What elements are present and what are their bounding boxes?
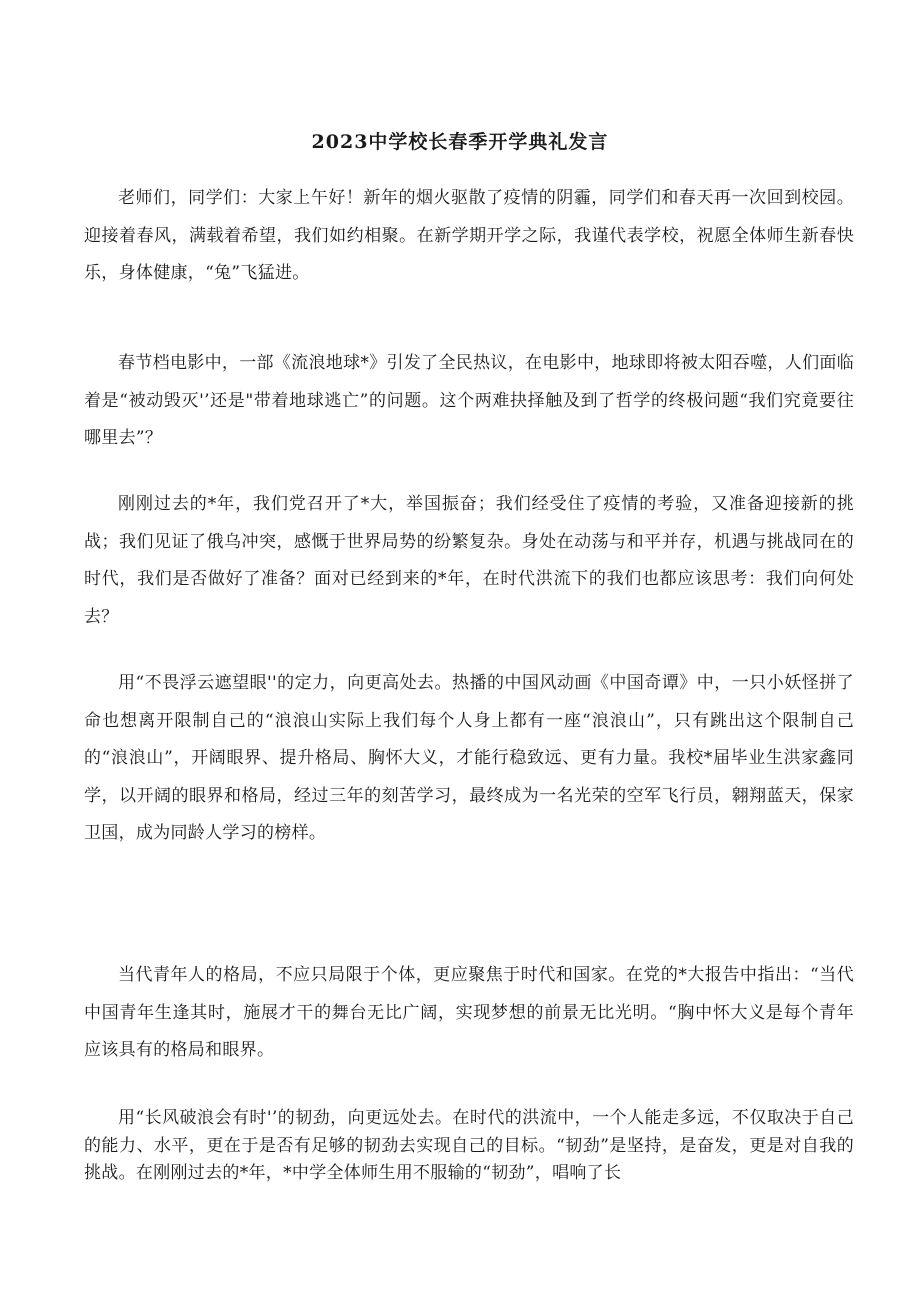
paragraph-youth-vision: 当代青年人的格局，不应只局限于个体，更应聚焦于时代和国家。在党的*大报告中指出：“当代中国青年生逢其时，施展才干的舞台无比广阔，实现梦想的前景无比光明。“胸中怀大义是每个青年应该具有的格局和眼界。 bbox=[84, 965, 854, 1060]
paragraph-movie: 春节档电影中，一部《流浪地球*》引发了全民热议，在电影中，地球即将被太阳吞噬，人们面临着是“被动毁灭'’还是"带着地球逃亡”的问题。这个两难抉择触及到了哲学的终极问题“我们究竟要往哪里去”？ bbox=[84, 353, 854, 448]
document-title: 2023中学校长春季开学典礼发言 bbox=[311, 131, 609, 153]
paragraph-past-year: 刚刚过去的*年，我们党召开了*大，举国振奋；我们经受住了疫情的考验，又准备迎接新的挑战；我们见证了俄乌冲突，感慨于世界局势的纷繁复杂。身处在动荡与和平并存，机遇与挑战同在的时代，我们是否做好了准备？面对已经到来的*年，在时代洪流下的我们也都应该思考：我们向何处去？ bbox=[84, 494, 854, 627]
paragraph-greeting: 老师们，同学们：大家上午好！新年的烟火驱散了疫情的阴霾，同学们和春天再一次回到校园。迎接着春风，满载着希望，我们如约相聚。在新学期开学之际，我谨代表学校，祝愿全体师生新春快乐，身体健康，“兔”飞猛进。 bbox=[84, 188, 854, 283]
paragraph-further: 用“长风破浪会有时'’的韧劲，向更远处去。在时代的洪流中，一个人能走多远，不仅取决于自己的能力、水平，更在于是否有足够的韧劲去实现自己的目标。“韧劲”是坚持，是奋发，更是对自我的挑战。在刚刚过去的*年，*中学全体师生用不服输的“韧劲”，唱响了长 bbox=[84, 1108, 854, 1183]
paragraph-block-4 bbox=[84, 665, 854, 853]
paragraph-block-5 bbox=[84, 957, 854, 1070]
paragraph-block-1 bbox=[84, 180, 854, 293]
paragraph-block-6 bbox=[84, 1105, 854, 1188]
paragraph-block-3 bbox=[84, 486, 854, 636]
paragraph-higher: 用“不畏浮云遮望眼''的定力，向更高处去。热播的中国风动画《中国奇谭》中，一只小妖怪拼了命也想离开限制自己的“浪浪山实际上我们每个人身上都有一座“浪浪山”，只有跳出这个限制自己的“浪浪山”，开阔眼界、提升格局、胸怀大义，才能行稳致远、更有力量。我校*届毕业生洪家鑫同学，以开阔的眼界和格局，经过三年的刻苦学习，最终成为一名光荣的空军飞行员，翱翔蓝天，保家卫国，成为同龄人学习的榜样。 bbox=[84, 673, 854, 843]
paragraph-block-2 bbox=[84, 345, 854, 458]
